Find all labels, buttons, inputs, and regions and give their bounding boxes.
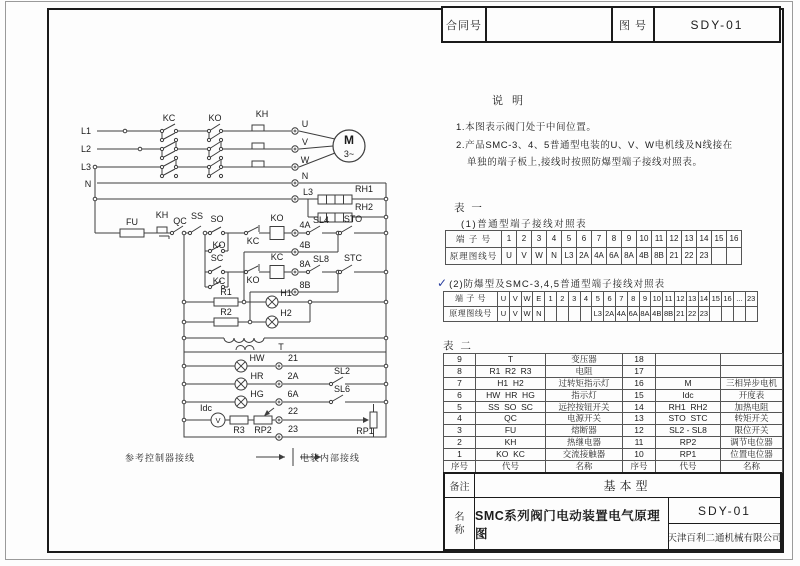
component-legend-table xyxy=(443,353,783,473)
terminal-cell: W xyxy=(522,292,534,307)
terminal-cell: 13 xyxy=(687,292,699,307)
table2-cell: 代号 xyxy=(476,460,546,472)
lamp-hr xyxy=(235,378,247,390)
terminal-cell: 15 xyxy=(712,231,727,248)
schematic-wires xyxy=(95,124,386,466)
terminal-cell: 9 xyxy=(640,292,652,307)
table2-cell: 远控按钮开关 xyxy=(546,401,623,413)
terminal-cell: 14 xyxy=(699,292,711,307)
table2-cell: 8 xyxy=(444,365,476,377)
terminal-cell: 22 xyxy=(682,248,697,265)
table1-sub2-title: (2)防爆型及SMC-3,4,5普通型端子接线对照表 xyxy=(449,279,666,290)
terminal-cell: 8A xyxy=(640,307,652,322)
terminal-n: N xyxy=(301,171,309,181)
terminal-cell: 2 xyxy=(517,231,532,248)
terminal-cell: 10 xyxy=(651,292,663,307)
terminal-cell: 8A xyxy=(622,248,637,265)
table2-cell: KO KC xyxy=(476,448,546,460)
terminal-cell: 15 xyxy=(710,292,722,307)
terminal-22: 22 xyxy=(287,406,299,416)
terminal-cell: 4 xyxy=(547,231,562,248)
label-h1: H1 xyxy=(280,288,292,298)
coil-ko xyxy=(270,227,284,240)
resistor-r2 xyxy=(214,318,238,326)
table2-cell: T xyxy=(476,353,546,365)
electrical-schematic xyxy=(55,100,440,475)
label-hr: HR xyxy=(250,371,264,381)
table2-cell: RP2 xyxy=(656,436,721,448)
label-stc: STC xyxy=(344,253,362,263)
resistor-r3 xyxy=(230,416,248,424)
terminal-cell: 23 xyxy=(697,248,712,265)
terminal-2a: 2A xyxy=(287,371,299,381)
terminal-cell: 21 xyxy=(675,307,687,322)
terminal-cell: 3 xyxy=(532,231,547,248)
terminal-cell: 4B xyxy=(637,248,652,265)
row-label-wire: 原理图线号 xyxy=(446,248,502,265)
table2-cell: SL2 - SL8 xyxy=(656,424,721,436)
notes-title: 说 明 xyxy=(492,95,527,107)
terminal-number-row xyxy=(502,231,742,248)
label-rh1: RH1 xyxy=(354,184,374,194)
terminal-cell: 6A xyxy=(607,248,622,265)
table2-cell: 6 xyxy=(444,389,476,401)
label-ko-parallel: KO xyxy=(212,240,226,250)
terminal-table-explosionproof xyxy=(443,291,758,322)
table2-cell: 位置电位器 xyxy=(721,448,783,460)
table2-cell: QC xyxy=(476,412,546,424)
terminal-w: W xyxy=(300,155,310,165)
company-name: 天津百利二通机械有限公司 xyxy=(667,532,782,544)
terminal-cell: 3 xyxy=(569,292,581,307)
terminal-23: 23 xyxy=(287,424,299,434)
name-label-text: 名称 xyxy=(454,511,465,536)
table2-cell: RH1 RH2 xyxy=(656,401,721,413)
label-kc-coil: KC xyxy=(270,252,284,262)
terminal-cell: 16 xyxy=(722,292,734,307)
label-so: SO xyxy=(210,214,224,224)
drawing-code: SDY-01 xyxy=(669,498,780,524)
terminal-cell: 23 xyxy=(746,292,758,307)
title-block xyxy=(443,472,782,551)
table2-cell: 代号 xyxy=(656,460,721,472)
label-ko: KO xyxy=(208,113,222,123)
terminal-cell: 7 xyxy=(616,292,628,307)
terminal-cell: 8 xyxy=(607,231,622,248)
terminal-cell: 1 xyxy=(545,292,557,307)
table2-cell: 9 xyxy=(444,353,476,365)
terminal-cell: U xyxy=(502,248,517,265)
table2-cell: 限位开关 xyxy=(721,424,783,436)
resistor-r1 xyxy=(214,298,238,306)
table2-cell: 10 xyxy=(623,448,656,460)
contract-no-label: 合同号 xyxy=(441,6,487,43)
table2-cell: 名称 xyxy=(546,460,623,472)
table2-cell: 热继电器 xyxy=(546,436,623,448)
terminal-cell: 2A xyxy=(577,248,592,265)
table2-cell: 熔断器 xyxy=(546,424,623,436)
terminal-cell: W xyxy=(522,307,534,322)
table2-cell: 14 xyxy=(623,401,656,413)
drawing-no-label: 图 号 xyxy=(611,6,655,43)
terminal-cell: U xyxy=(498,292,510,307)
terminal-cell: 6 xyxy=(604,292,616,307)
lamp-h2 xyxy=(266,316,278,328)
label-idc: Idc xyxy=(199,403,213,413)
terminal-cell: 4A xyxy=(592,248,607,265)
terminal-4a: 4A xyxy=(299,220,311,230)
label-rp2: RP2 xyxy=(254,425,272,435)
label-sc: SC xyxy=(210,253,224,263)
terminal-cell: 14 xyxy=(697,231,712,248)
table2-cell: 3 xyxy=(444,424,476,436)
terminal-cell: 6 xyxy=(577,231,592,248)
label-l3: L3 xyxy=(80,162,92,172)
label-kc: KC xyxy=(162,113,176,123)
table2-cell: Idc xyxy=(656,389,721,401)
table2-cell: 7 xyxy=(444,377,476,389)
annotation-controller-side: 参考控制器接线 xyxy=(124,453,196,463)
terminal-8a: 8A xyxy=(299,259,311,269)
remark-value: 基本型 xyxy=(475,474,780,498)
terminal-cell: 5 xyxy=(562,231,577,248)
table2-cell: 15 xyxy=(623,389,656,401)
terminal-cell: 22 xyxy=(687,307,699,322)
terminal-l3: L3 xyxy=(302,187,314,197)
terminal-cell xyxy=(734,307,746,322)
fuse-fu xyxy=(120,229,144,237)
label-sl4: SL4 xyxy=(312,215,330,225)
table2-cell xyxy=(721,365,783,377)
terminal-cell: 4 xyxy=(581,292,593,307)
table2-cell: 11 xyxy=(623,436,656,448)
terminal-6a: 6A xyxy=(287,389,299,399)
schematic-labels xyxy=(81,109,374,463)
terminal-cell xyxy=(710,307,722,322)
label-sl6: SL6 xyxy=(333,384,351,394)
table2-cell: RP1 xyxy=(656,448,721,460)
label-ko-nc: KO xyxy=(246,275,260,285)
table2-cell: 交流接触器 xyxy=(546,448,623,460)
label-sl2: SL2 xyxy=(333,366,351,376)
terminal-cell: 4A xyxy=(616,307,628,322)
terminal-cell xyxy=(722,307,734,322)
terminal-cell: V xyxy=(510,307,522,322)
table2-cell: 转矩开关 xyxy=(721,412,783,424)
table2-cell: 调节电位器 xyxy=(721,436,783,448)
terminal-cell: 2 xyxy=(557,292,569,307)
meter-v: V xyxy=(215,416,221,425)
annotation-internal-side: 电装内部接线 xyxy=(299,453,361,463)
table2-cell: 电阻 xyxy=(546,365,623,377)
table2-cell: 4 xyxy=(444,412,476,424)
terminal-cell: 2A xyxy=(604,307,616,322)
label-hg: HG xyxy=(250,389,264,399)
terminal-cell xyxy=(712,248,727,265)
table2-cell: 序号 xyxy=(444,460,476,472)
table2-cell: R1 R2 R3 xyxy=(476,365,546,377)
terminal-cell: 8B xyxy=(652,248,667,265)
coil-kc xyxy=(270,266,284,279)
row-label-wire: 原理图线号 xyxy=(444,307,498,322)
terminal-cell: ... xyxy=(734,292,746,307)
table2-cell xyxy=(656,353,721,365)
table2-cell: 三相异步电机 xyxy=(721,377,783,389)
table2-cell: H1 H2 xyxy=(476,377,546,389)
terminal-cell: 13 xyxy=(682,231,697,248)
terminal-cell: N xyxy=(547,248,562,265)
terminal-cell xyxy=(581,307,593,322)
table2-cell: 18 xyxy=(623,353,656,365)
label-fu: FU xyxy=(126,217,138,227)
label-hw: HW xyxy=(249,353,265,363)
terminal-cell xyxy=(569,307,581,322)
lamp-hg xyxy=(235,396,247,408)
label-t: T xyxy=(278,342,284,352)
terminal-cell: 8 xyxy=(628,292,640,307)
terminal-cell: 11 xyxy=(663,292,675,307)
table2-cell: 指示灯 xyxy=(546,389,623,401)
label-rh2: RH2 xyxy=(354,202,374,212)
label-sto: STO xyxy=(343,214,363,224)
label-r3: R3 xyxy=(233,425,245,435)
terminal-cell: V xyxy=(510,292,522,307)
label-kh-contact: KH xyxy=(155,210,169,220)
label-r2: R2 xyxy=(220,307,232,317)
remark-label: 备注 xyxy=(445,474,475,498)
terminal-cell: 10 xyxy=(637,231,652,248)
terminal-v: V xyxy=(301,137,309,147)
table2-cell: KH xyxy=(476,436,546,448)
note-line: 2.产品SMC-3、4、5普通型电装的U、V、W电机线及N线接在 xyxy=(456,140,733,151)
title-strip xyxy=(441,6,781,43)
terminal-cell: L3 xyxy=(562,248,577,265)
lamp-hw xyxy=(235,360,247,372)
terminal-number-row xyxy=(498,292,758,307)
table2-title: 表 二 xyxy=(443,340,473,352)
table2-cell: 过转矩指示灯 xyxy=(546,377,623,389)
table2-cell: 加热电阻 xyxy=(721,401,783,413)
contract-no-value xyxy=(485,6,613,43)
table2-cell: 开度表 xyxy=(721,389,783,401)
table2-cell: 2 xyxy=(444,436,476,448)
drawing-no-value: SDY-01 xyxy=(653,6,781,43)
label-qc: QC xyxy=(173,216,187,226)
terminal-cell: L3 xyxy=(592,307,604,322)
terminal-cell: 21 xyxy=(667,248,682,265)
terminal-cell: W xyxy=(532,248,547,265)
terminal-4b: 4B xyxy=(299,240,311,250)
internal-wiring-box xyxy=(184,352,386,437)
table1-title: 表 一 xyxy=(454,202,484,214)
check-mark: ✓ xyxy=(437,276,449,290)
table2-cell: 16 xyxy=(623,377,656,389)
terminal-cell: 8B xyxy=(663,307,675,322)
label-kh: KH xyxy=(255,109,269,119)
terminal-cell: 4B xyxy=(651,307,663,322)
drawing-name: SMC系列阀门电动装置电气原理图 xyxy=(475,498,669,549)
label-l2: L2 xyxy=(80,144,92,154)
row-label-terminal: 端 子 号 xyxy=(446,231,502,248)
table2-cell: M xyxy=(656,377,721,389)
potentiometer-rp2 xyxy=(254,416,272,424)
table2-cell: FU xyxy=(476,424,546,436)
lamp-h1 xyxy=(266,296,278,308)
terminal-cell xyxy=(727,248,742,265)
table1-sub2-title-line xyxy=(437,276,665,290)
table2-cell: 变压器 xyxy=(546,353,623,365)
note-line: 1.本图表示阀门处于中间位置。 xyxy=(456,122,597,133)
terminal-cell: E xyxy=(533,292,545,307)
label-kc-nc: KC xyxy=(246,236,260,246)
label-n: N xyxy=(84,179,92,189)
terminal-u: U xyxy=(301,119,309,129)
terminal-cell: V xyxy=(517,248,532,265)
table1-sub1-title: (1)普通型端子接线对照表 xyxy=(461,219,588,230)
terminal-cell: 23 xyxy=(699,307,711,322)
terminal-cell xyxy=(746,307,758,322)
table2-cell xyxy=(656,365,721,377)
terminal-cell: 11 xyxy=(652,231,667,248)
table2-cell: 5 xyxy=(444,401,476,413)
terminal-cell: 9 xyxy=(622,231,637,248)
table2-cell: 序号 xyxy=(623,460,656,472)
table2-cell: SS SO SC xyxy=(476,401,546,413)
terminal-table-normal xyxy=(445,230,742,265)
terminal-cell xyxy=(557,307,569,322)
terminal-cell: 12 xyxy=(675,292,687,307)
wire-number-row xyxy=(502,248,742,265)
table2-cell: 12 xyxy=(623,424,656,436)
terminal-21: 21 xyxy=(287,353,299,363)
table2-cell: 电源开关 xyxy=(546,412,623,424)
wire-number-row xyxy=(498,307,758,322)
table2-cell: STO STC xyxy=(656,412,721,424)
table2-cell: HW HR HG xyxy=(476,389,546,401)
table2-cell: 名称 xyxy=(721,460,783,472)
label-l1: L1 xyxy=(80,126,92,136)
table2-cell: 13 xyxy=(623,412,656,424)
table2-cell: 1 xyxy=(444,448,476,460)
label-ko-coil: KO xyxy=(270,213,284,223)
terminal-cell: 5 xyxy=(592,292,604,307)
terminal-cell: 12 xyxy=(667,231,682,248)
label-kc-parallel: KC xyxy=(212,276,226,286)
terminal-cell: 7 xyxy=(592,231,607,248)
terminal-cell: U xyxy=(498,307,510,322)
label-r1: R1 xyxy=(220,287,232,297)
table2-cell xyxy=(721,353,783,365)
motor-m: M xyxy=(344,133,354,147)
row-label-terminal: 端 子 号 xyxy=(444,292,498,307)
terminal-cell: 6A xyxy=(628,307,640,322)
terminal-cell: N xyxy=(533,307,545,322)
label-ss: SS xyxy=(190,211,204,221)
name-label xyxy=(445,498,475,549)
label-sl8: SL8 xyxy=(312,254,330,264)
table2-cell: 17 xyxy=(623,365,656,377)
note-line: 单独的端子板上,接线时按照防爆型端子接线对照表。 xyxy=(467,157,703,168)
terminal-cell: 16 xyxy=(727,231,742,248)
motor-phase: 3~ xyxy=(343,149,355,159)
terminal-cell xyxy=(545,307,557,322)
terminal-cell: 1 xyxy=(502,231,517,248)
terminal-8b: 8B xyxy=(299,280,311,290)
label-rp1: RP1 xyxy=(356,426,374,436)
label-h2: H2 xyxy=(280,308,292,318)
